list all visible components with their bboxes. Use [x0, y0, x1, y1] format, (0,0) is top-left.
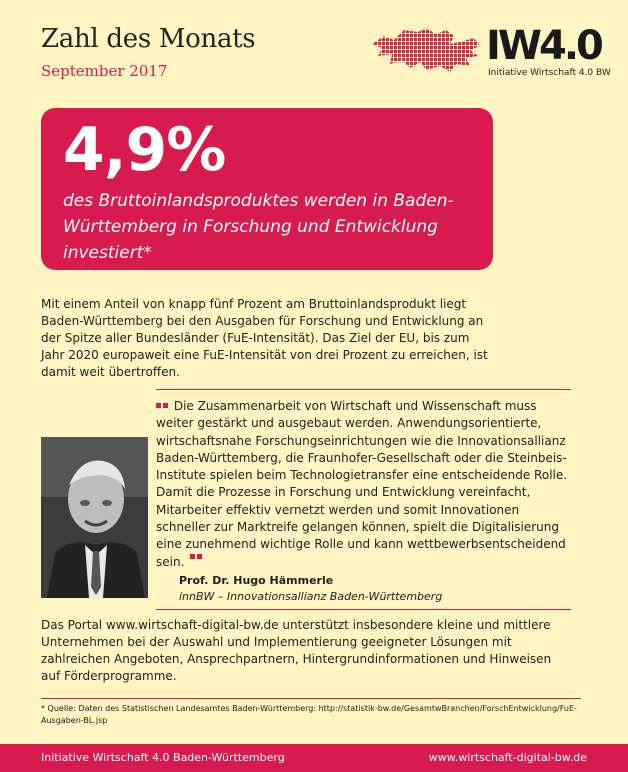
- logo-tagline: Initiative Wirtschaft 4.0 BW: [488, 68, 611, 78]
- footer-bar: [0, 744, 628, 772]
- quote-author: Prof. Dr. Hugo Hämmerle: [179, 574, 334, 587]
- quote-text: Die Zusammenarbeit von Wirtschaft und Wissenschaft muss weiter gestärkt und ausgebaut werden. Anwendungsorientierte, wirtschaftsnahe Forschungseinrichtungen wie die Innovationsallianz Baden-Württemberg, die Fraunhofer-Gesellschaft oder die Steinbeis-Institute spielen beim Technologietransfer eine entscheidende Rolle. Damit die Prozesse in Forschung und Entwicklung vereinfacht, Mitarbeiter effektiv vernetzt werden und somit Innovationen schneller zur Marktreife gelangen können, spielt die Digitalisierung eine zunehmend wichtige Rolle und kann wettbewerbsentscheidend sein.: [156, 399, 568, 569]
- logo: [370, 23, 611, 86]
- quote-close-mark: [197, 554, 202, 559]
- quote-open-mark: [163, 403, 168, 408]
- lion-pixel-icon: [370, 26, 482, 74]
- divider: [156, 609, 571, 610]
- footer-url: www.wirtschaft-digital-bw.de: [428, 751, 587, 764]
- quote-open-mark: [156, 403, 161, 408]
- source-footnote: * Quelle: Daten des Statistischen Landesamtes Baden-Württemberg: http://statistik-bw.de/GesamtwBranchen/ForschEntwicklung/FuE-Ausgaben-BL.jsp: [41, 704, 577, 725]
- highlight-number: 4,9%: [63, 115, 226, 185]
- quote-organization: innBW – Innovationsallianz Baden-Württemberg: [179, 590, 443, 603]
- portrait-photo: [41, 437, 148, 598]
- logo-mark: IW4.0: [486, 23, 601, 69]
- page-title: Zahl des Monats: [41, 24, 256, 54]
- divider: [156, 389, 571, 390]
- portal-paragraph: Das Portal www.wirtschaft-digital-bw.de unterstützt insbesondere kleine und mittlere Unternehmen bei der Auswahl und Implementierung geeigneter Lösungen mit zahlreichen Angeboten, Ansprechpartnern, Hintergrundinformationen und Hinweisen auf Förderprogramme.: [41, 618, 552, 683]
- footer-initiative: Initiative Wirtschaft 4.0 Baden-Württemberg: [41, 751, 285, 764]
- highlight-banner: [41, 108, 493, 270]
- highlight-text: des Bruttoinlandsproduktes werden in Baden-Württemberg in Forschung und Entwicklung investiert*: [63, 191, 454, 263]
- quote-block: [156, 398, 576, 571]
- intro-paragraph: Mit einem Anteil von knapp fünf Prozent am Bruttoinlandsprodukt liegt Baden-Württemberg bei den Ausgaben für Forschung und Entwicklung an der Spitze aller Bundesländer (FuE-Intensität). Das Ziel der EU, bis zum Jahr 2020 europaweit eine FuE-Intensität von drei Prozent zu erreichen, ist damit weit übertroffen.: [41, 297, 488, 379]
- page-subtitle: September 2017: [41, 62, 168, 80]
- divider: [41, 698, 581, 699]
- quote-close-mark: [190, 554, 195, 559]
